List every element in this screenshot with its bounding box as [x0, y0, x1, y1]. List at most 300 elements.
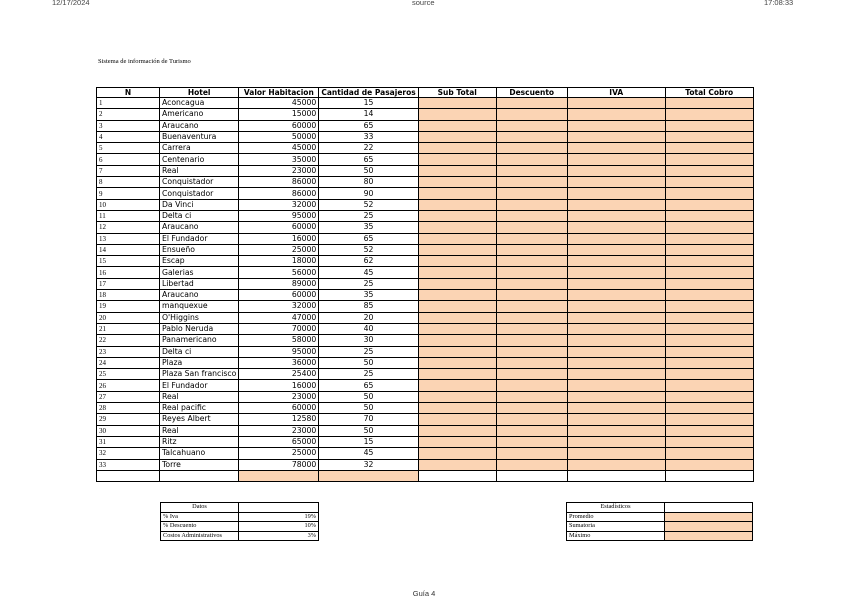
- passenger-count[interactable]: 52: [319, 244, 418, 255]
- total-cell[interactable]: [97, 470, 160, 481]
- estadisticos-value[interactable]: [665, 512, 753, 522]
- datos-value[interactable]: 10%: [239, 522, 319, 532]
- total-cobro-cell[interactable]: [665, 154, 753, 165]
- row-number[interactable]: 7: [97, 165, 160, 176]
- descuento-cell[interactable]: [496, 335, 567, 346]
- row-number[interactable]: 13: [97, 233, 160, 244]
- passenger-count[interactable]: 65: [319, 120, 418, 131]
- descuento-cell[interactable]: [496, 312, 567, 323]
- passenger-count[interactable]: 32: [319, 459, 418, 470]
- room-value[interactable]: 78000: [239, 459, 319, 470]
- total-cobro-cell[interactable]: [665, 403, 753, 414]
- hotel-name[interactable]: Galerias: [160, 267, 239, 278]
- row-number[interactable]: 14: [97, 244, 160, 255]
- room-value[interactable]: 16000: [239, 233, 319, 244]
- total-cobro-cell[interactable]: [665, 323, 753, 334]
- room-value[interactable]: 18000: [239, 256, 319, 267]
- descuento-cell[interactable]: [496, 109, 567, 120]
- estadisticos-title-blank: [665, 503, 753, 513]
- total-cobro-cell[interactable]: [665, 210, 753, 221]
- datos-value[interactable]: 3%: [239, 531, 319, 541]
- print-date: 12/17/2024: [52, 0, 90, 7]
- hotel-name[interactable]: Talcahuano: [160, 448, 239, 459]
- estadisticos-label: Sumatoria: [567, 522, 665, 532]
- table-row: [97, 369, 754, 380]
- descuento-cell[interactable]: [496, 380, 567, 391]
- iva-cell[interactable]: [567, 335, 665, 346]
- total-cobro-cell[interactable]: [665, 109, 753, 120]
- total-cobro-cell[interactable]: [665, 346, 753, 357]
- total-cell[interactable]: [319, 470, 418, 481]
- passenger-count[interactable]: 20: [319, 312, 418, 323]
- row-number[interactable]: 20: [97, 312, 160, 323]
- descuento-cell[interactable]: [496, 290, 567, 301]
- passenger-count[interactable]: 25: [319, 278, 418, 289]
- row-number[interactable]: 8: [97, 177, 160, 188]
- iva-cell[interactable]: [567, 188, 665, 199]
- hotel-name[interactable]: Delta ci: [160, 346, 239, 357]
- iva-cell[interactable]: [567, 369, 665, 380]
- iva-cell[interactable]: [567, 222, 665, 233]
- hotel-name[interactable]: Reyes Albert: [160, 414, 239, 425]
- row-number[interactable]: 11: [97, 210, 160, 221]
- subtotal-cell[interactable]: [418, 414, 496, 425]
- row-number[interactable]: 2: [97, 109, 160, 120]
- row-number[interactable]: 33: [97, 459, 160, 470]
- iva-cell[interactable]: [567, 109, 665, 120]
- passenger-count[interactable]: 90: [319, 188, 418, 199]
- hotel-name[interactable]: Americano: [160, 109, 239, 120]
- row-number[interactable]: 22: [97, 335, 160, 346]
- row-number[interactable]: 31: [97, 436, 160, 447]
- subtotal-cell[interactable]: [418, 109, 496, 120]
- subtotal-cell[interactable]: [418, 301, 496, 312]
- room-value[interactable]: 16000: [239, 380, 319, 391]
- subtotal-cell[interactable]: [418, 188, 496, 199]
- row-number[interactable]: 29: [97, 414, 160, 425]
- hotel-name[interactable]: Araucano: [160, 120, 239, 131]
- iva-cell[interactable]: [567, 131, 665, 142]
- room-value[interactable]: 45000: [239, 98, 319, 109]
- iva-cell[interactable]: [567, 459, 665, 470]
- subtotal-cell[interactable]: [418, 346, 496, 357]
- room-value[interactable]: 25400: [239, 369, 319, 380]
- descuento-cell[interactable]: [496, 448, 567, 459]
- row-number[interactable]: 1: [97, 98, 160, 109]
- subtotal-cell[interactable]: [418, 459, 496, 470]
- descuento-cell[interactable]: [496, 165, 567, 176]
- descuento-cell[interactable]: [496, 301, 567, 312]
- subtotal-cell[interactable]: [418, 256, 496, 267]
- room-value[interactable]: 56000: [239, 267, 319, 278]
- passenger-count[interactable]: 30: [319, 335, 418, 346]
- row-number[interactable]: 27: [97, 391, 160, 402]
- passenger-count[interactable]: 15: [319, 436, 418, 447]
- iva-cell[interactable]: [567, 233, 665, 244]
- subtotal-cell[interactable]: [418, 380, 496, 391]
- total-cobro-cell[interactable]: [665, 131, 753, 142]
- passenger-count[interactable]: 52: [319, 199, 418, 210]
- column-header: Hotel: [160, 88, 239, 98]
- passenger-count[interactable]: 35: [319, 290, 418, 301]
- hotel-name[interactable]: Real: [160, 391, 239, 402]
- hotel-name[interactable]: Ritz: [160, 436, 239, 447]
- estadisticos-label: Máximo: [567, 531, 665, 541]
- passenger-count[interactable]: 50: [319, 165, 418, 176]
- row-number[interactable]: 6: [97, 154, 160, 165]
- descuento-cell[interactable]: [496, 244, 567, 255]
- hotel-name[interactable]: Conquistador: [160, 177, 239, 188]
- hotel-name[interactable]: Libertad: [160, 278, 239, 289]
- subtotal-cell[interactable]: [418, 357, 496, 368]
- room-value[interactable]: 32000: [239, 301, 319, 312]
- iva-cell[interactable]: [567, 391, 665, 402]
- total-cell[interactable]: [665, 470, 753, 481]
- total-cell[interactable]: [418, 470, 496, 481]
- room-value[interactable]: 12580: [239, 414, 319, 425]
- subtotal-cell[interactable]: [418, 436, 496, 447]
- subtotal-cell[interactable]: [418, 210, 496, 221]
- table-row: [97, 244, 754, 255]
- passenger-count[interactable]: 25: [319, 346, 418, 357]
- hotel-name[interactable]: Pablo Neruda: [160, 323, 239, 334]
- hotel-name[interactable]: Buenaventura: [160, 131, 239, 142]
- subtotal-cell[interactable]: [418, 290, 496, 301]
- passenger-count[interactable]: 25: [319, 210, 418, 221]
- total-cobro-cell[interactable]: [665, 188, 753, 199]
- iva-cell[interactable]: [567, 301, 665, 312]
- room-value[interactable]: 25000: [239, 448, 319, 459]
- descuento-cell[interactable]: [496, 199, 567, 210]
- total-cobro-cell[interactable]: [665, 436, 753, 447]
- subtotal-cell[interactable]: [418, 278, 496, 289]
- subtotal-cell[interactable]: [418, 98, 496, 109]
- iva-cell[interactable]: [567, 256, 665, 267]
- table-row: [97, 109, 754, 120]
- total-cobro-cell[interactable]: [665, 290, 753, 301]
- total-cell[interactable]: [160, 470, 239, 481]
- table-row: [97, 403, 754, 414]
- room-value[interactable]: 23000: [239, 391, 319, 402]
- room-value[interactable]: 23000: [239, 165, 319, 176]
- descuento-cell[interactable]: [496, 346, 567, 357]
- passenger-count[interactable]: 50: [319, 357, 418, 368]
- iva-cell[interactable]: [567, 414, 665, 425]
- estadisticos-row: [567, 512, 753, 522]
- room-value[interactable]: 60000: [239, 290, 319, 301]
- room-value[interactable]: 15000: [239, 109, 319, 120]
- subtotal-cell[interactable]: [418, 131, 496, 142]
- estadisticos-value[interactable]: [665, 522, 753, 532]
- row-number[interactable]: 18: [97, 290, 160, 301]
- total-cobro-cell[interactable]: [665, 391, 753, 402]
- descuento-cell[interactable]: [496, 278, 567, 289]
- iva-cell[interactable]: [567, 380, 665, 391]
- total-cobro-cell[interactable]: [665, 459, 753, 470]
- total-cobro-cell[interactable]: [665, 98, 753, 109]
- total-cobro-cell[interactable]: [665, 222, 753, 233]
- hotel-name[interactable]: Torre: [160, 459, 239, 470]
- estadisticos-value[interactable]: [665, 531, 753, 541]
- subtotal-cell[interactable]: [418, 312, 496, 323]
- room-value[interactable]: 60000: [239, 403, 319, 414]
- passenger-count[interactable]: 65: [319, 380, 418, 391]
- room-value[interactable]: 47000: [239, 312, 319, 323]
- hotel-name[interactable]: Plaza: [160, 357, 239, 368]
- table-row: [97, 436, 754, 447]
- row-number[interactable]: 28: [97, 403, 160, 414]
- row-number[interactable]: 16: [97, 267, 160, 278]
- table-row: [97, 131, 754, 142]
- passenger-count[interactable]: 62: [319, 256, 418, 267]
- total-cobro-cell[interactable]: [665, 312, 753, 323]
- subtotal-cell[interactable]: [418, 143, 496, 154]
- table-row: [97, 256, 754, 267]
- descuento-cell[interactable]: [496, 188, 567, 199]
- hotel-name[interactable]: Carrera: [160, 143, 239, 154]
- iva-cell[interactable]: [567, 425, 665, 436]
- total-cobro-cell[interactable]: [665, 244, 753, 255]
- iva-cell[interactable]: [567, 448, 665, 459]
- room-value[interactable]: 86000: [239, 177, 319, 188]
- estadisticos-table: [566, 502, 753, 541]
- passenger-count[interactable]: 70: [319, 414, 418, 425]
- passenger-count[interactable]: 80: [319, 177, 418, 188]
- subtotal-cell[interactable]: [418, 222, 496, 233]
- descuento-cell[interactable]: [496, 143, 567, 154]
- total-cell[interactable]: [239, 470, 319, 481]
- subtotal-cell[interactable]: [418, 369, 496, 380]
- hotel-name[interactable]: Araucano: [160, 222, 239, 233]
- total-cobro-cell[interactable]: [665, 301, 753, 312]
- iva-cell[interactable]: [567, 143, 665, 154]
- room-value[interactable]: 25000: [239, 244, 319, 255]
- total-cobro-cell[interactable]: [665, 380, 753, 391]
- total-cobro-cell[interactable]: [665, 425, 753, 436]
- row-number[interactable]: 32: [97, 448, 160, 459]
- iva-cell[interactable]: [567, 278, 665, 289]
- row-number[interactable]: 15: [97, 256, 160, 267]
- subtotal-cell[interactable]: [418, 120, 496, 131]
- passenger-count[interactable]: 40: [319, 323, 418, 334]
- row-number[interactable]: 17: [97, 278, 160, 289]
- passenger-count[interactable]: 65: [319, 154, 418, 165]
- total-cell[interactable]: [496, 470, 567, 481]
- total-cobro-cell[interactable]: [665, 120, 753, 131]
- room-value[interactable]: 36000: [239, 357, 319, 368]
- table-row: [97, 154, 754, 165]
- iva-cell[interactable]: [567, 199, 665, 210]
- hotel-name[interactable]: Aconcagua: [160, 98, 239, 109]
- iva-cell[interactable]: [567, 436, 665, 447]
- descuento-cell[interactable]: [496, 414, 567, 425]
- room-value[interactable]: 60000: [239, 222, 319, 233]
- passenger-count[interactable]: 15: [319, 98, 418, 109]
- row-number[interactable]: 21: [97, 323, 160, 334]
- iva-cell[interactable]: [567, 165, 665, 176]
- subtotal-cell[interactable]: [418, 244, 496, 255]
- descuento-cell[interactable]: [496, 436, 567, 447]
- descuento-cell[interactable]: [496, 256, 567, 267]
- subtotal-cell[interactable]: [418, 335, 496, 346]
- iva-cell[interactable]: [567, 210, 665, 221]
- total-cobro-cell[interactable]: [665, 177, 753, 188]
- iva-cell[interactable]: [567, 244, 665, 255]
- row-number[interactable]: 30: [97, 425, 160, 436]
- iva-cell[interactable]: [567, 290, 665, 301]
- passenger-count[interactable]: 50: [319, 391, 418, 402]
- passenger-count[interactable]: 50: [319, 403, 418, 414]
- row-number[interactable]: 19: [97, 301, 160, 312]
- passenger-count[interactable]: 50: [319, 425, 418, 436]
- iva-cell[interactable]: [567, 312, 665, 323]
- total-cell[interactable]: [567, 470, 665, 481]
- total-cobro-cell[interactable]: [665, 369, 753, 380]
- descuento-cell[interactable]: [496, 131, 567, 142]
- row-number[interactable]: 25: [97, 369, 160, 380]
- hotel-name[interactable]: El Fundador: [160, 233, 239, 244]
- subtotal-cell[interactable]: [418, 165, 496, 176]
- passenger-count[interactable]: 22: [319, 143, 418, 154]
- row-number[interactable]: 23: [97, 346, 160, 357]
- descuento-cell[interactable]: [496, 120, 567, 131]
- hotel-name[interactable]: Da Vinci: [160, 199, 239, 210]
- descuento-cell[interactable]: [496, 222, 567, 233]
- subtotal-cell[interactable]: [418, 233, 496, 244]
- room-value[interactable]: 23000: [239, 425, 319, 436]
- iva-cell[interactable]: [567, 357, 665, 368]
- total-cobro-cell[interactable]: [665, 233, 753, 244]
- passenger-count[interactable]: 45: [319, 267, 418, 278]
- descuento-cell[interactable]: [496, 357, 567, 368]
- hotel-name[interactable]: Araucano: [160, 290, 239, 301]
- subtotal-cell[interactable]: [418, 267, 496, 278]
- datos-value[interactable]: 19%: [239, 512, 319, 522]
- subtotal-cell[interactable]: [418, 391, 496, 402]
- iva-cell[interactable]: [567, 323, 665, 334]
- datos-title: Datos: [161, 503, 239, 513]
- row-number[interactable]: 9: [97, 188, 160, 199]
- total-cobro-cell[interactable]: [665, 448, 753, 459]
- table-row: [97, 346, 754, 357]
- descuento-cell[interactable]: [496, 98, 567, 109]
- subtotal-cell[interactable]: [418, 323, 496, 334]
- total-cobro-cell[interactable]: [665, 199, 753, 210]
- descuento-cell[interactable]: [496, 177, 567, 188]
- row-number[interactable]: 26: [97, 380, 160, 391]
- total-cobro-cell[interactable]: [665, 267, 753, 278]
- hotel-name[interactable]: Panamericano: [160, 335, 239, 346]
- iva-cell[interactable]: [567, 98, 665, 109]
- hotel-name[interactable]: Real: [160, 425, 239, 436]
- hotel-name[interactable]: Real: [160, 165, 239, 176]
- passenger-count[interactable]: 85: [319, 301, 418, 312]
- estadisticos-title-row: [567, 503, 753, 513]
- total-cobro-cell[interactable]: [665, 256, 753, 267]
- hotel-name[interactable]: manquexue: [160, 301, 239, 312]
- page-footer: Guía 4: [412, 589, 436, 598]
- hotel-table: [96, 87, 754, 482]
- descuento-cell[interactable]: [496, 210, 567, 221]
- hotel-name[interactable]: Conquistador: [160, 188, 239, 199]
- room-value[interactable]: 86000: [239, 188, 319, 199]
- descuento-cell[interactable]: [496, 425, 567, 436]
- room-value[interactable]: 32000: [239, 199, 319, 210]
- datos-label: Costos Administrativos: [161, 531, 239, 541]
- subtotal-cell[interactable]: [418, 448, 496, 459]
- room-value[interactable]: 50000: [239, 131, 319, 142]
- room-value[interactable]: 35000: [239, 154, 319, 165]
- passenger-count[interactable]: 25: [319, 369, 418, 380]
- subtotal-cell[interactable]: [418, 177, 496, 188]
- passenger-count[interactable]: 45: [319, 448, 418, 459]
- iva-cell[interactable]: [567, 154, 665, 165]
- descuento-cell[interactable]: [496, 403, 567, 414]
- hotel-name[interactable]: Delta ci: [160, 210, 239, 221]
- descuento-cell[interactable]: [496, 154, 567, 165]
- descuento-cell[interactable]: [496, 233, 567, 244]
- hotel-name[interactable]: Plaza San francisco: [160, 369, 239, 380]
- descuento-cell[interactable]: [496, 459, 567, 470]
- subtotal-cell[interactable]: [418, 199, 496, 210]
- row-number[interactable]: 24: [97, 357, 160, 368]
- room-value[interactable]: 95000: [239, 210, 319, 221]
- subtotal-cell[interactable]: [418, 154, 496, 165]
- iva-cell[interactable]: [567, 177, 665, 188]
- total-cobro-cell[interactable]: [665, 278, 753, 289]
- hotel-name[interactable]: El Fundador: [160, 380, 239, 391]
- subtotal-cell[interactable]: [418, 403, 496, 414]
- iva-cell[interactable]: [567, 267, 665, 278]
- hotel-name[interactable]: Centenario: [160, 154, 239, 165]
- room-value[interactable]: 58000: [239, 335, 319, 346]
- room-value[interactable]: 89000: [239, 278, 319, 289]
- descuento-cell[interactable]: [496, 267, 567, 278]
- iva-cell[interactable]: [567, 346, 665, 357]
- descuento-cell[interactable]: [496, 391, 567, 402]
- room-value[interactable]: 95000: [239, 346, 319, 357]
- row-number[interactable]: 3: [97, 120, 160, 131]
- row-number[interactable]: 10: [97, 199, 160, 210]
- hotel-name[interactable]: Real pacific: [160, 403, 239, 414]
- total-cobro-cell[interactable]: [665, 357, 753, 368]
- subtotal-cell[interactable]: [418, 425, 496, 436]
- hotel-name[interactable]: Ensueño: [160, 244, 239, 255]
- passenger-count[interactable]: 33: [319, 131, 418, 142]
- total-cobro-cell[interactable]: [665, 414, 753, 425]
- row-number[interactable]: 4: [97, 131, 160, 142]
- hotel-name[interactable]: Escap: [160, 256, 239, 267]
- room-value[interactable]: 45000: [239, 143, 319, 154]
- table-row: [97, 301, 754, 312]
- room-value[interactable]: 65000: [239, 436, 319, 447]
- passenger-count[interactable]: 35: [319, 222, 418, 233]
- total-cobro-cell[interactable]: [665, 335, 753, 346]
- descuento-cell[interactable]: [496, 369, 567, 380]
- hotel-name[interactable]: O'Higgins: [160, 312, 239, 323]
- total-cobro-cell[interactable]: [665, 165, 753, 176]
- row-number[interactable]: 5: [97, 143, 160, 154]
- room-value[interactable]: 70000: [239, 323, 319, 334]
- row-number[interactable]: 12: [97, 222, 160, 233]
- room-value[interactable]: 60000: [239, 120, 319, 131]
- passenger-count[interactable]: 65: [319, 233, 418, 244]
- total-cobro-cell[interactable]: [665, 143, 753, 154]
- iva-cell[interactable]: [567, 120, 665, 131]
- passenger-count[interactable]: 14: [319, 109, 418, 120]
- iva-cell[interactable]: [567, 403, 665, 414]
- descuento-cell[interactable]: [496, 323, 567, 334]
